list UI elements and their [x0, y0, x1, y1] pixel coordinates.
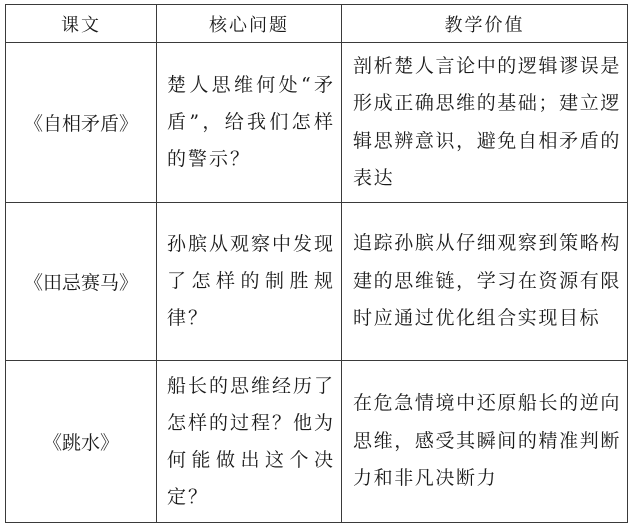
lesson-title: 《田忌赛马》 [6, 203, 157, 361]
teaching-value: 剖析楚人言论中的逻辑谬误是形成正确思维的基础；建立逻辑思辨意识，避免自相矛盾的表达 [342, 43, 628, 203]
header-lesson: 课文 [6, 5, 157, 43]
core-question: 楚人思维何处“矛盾”，给我们怎样的警示？ [157, 43, 342, 203]
header-teaching-value: 教学价值 [342, 5, 628, 43]
lesson-table [5, 4, 628, 523]
core-question: 船长的思维经历了怎样的过程？他为何能做出这个决定？ [157, 361, 342, 523]
table-row [6, 203, 628, 361]
teaching-value: 追踪孙膑从仔细观察到策略构建的思维链，学习在资源有限时应通过优化组合实现目标 [342, 203, 628, 361]
teaching-value: 在危急情境中还原船长的逆向思维，感受其瞬间的精准判断力和非凡决断力 [342, 361, 628, 523]
header-row [6, 5, 628, 43]
table-row [6, 361, 628, 523]
lesson-title: 《自相矛盾》 [6, 43, 157, 203]
lesson-title: 《跳水》 [6, 361, 157, 523]
table-row [6, 43, 628, 203]
core-question: 孙膑从观察中发现了怎样的制胜规律？ [157, 203, 342, 361]
header-core-question: 核心问题 [157, 5, 342, 43]
